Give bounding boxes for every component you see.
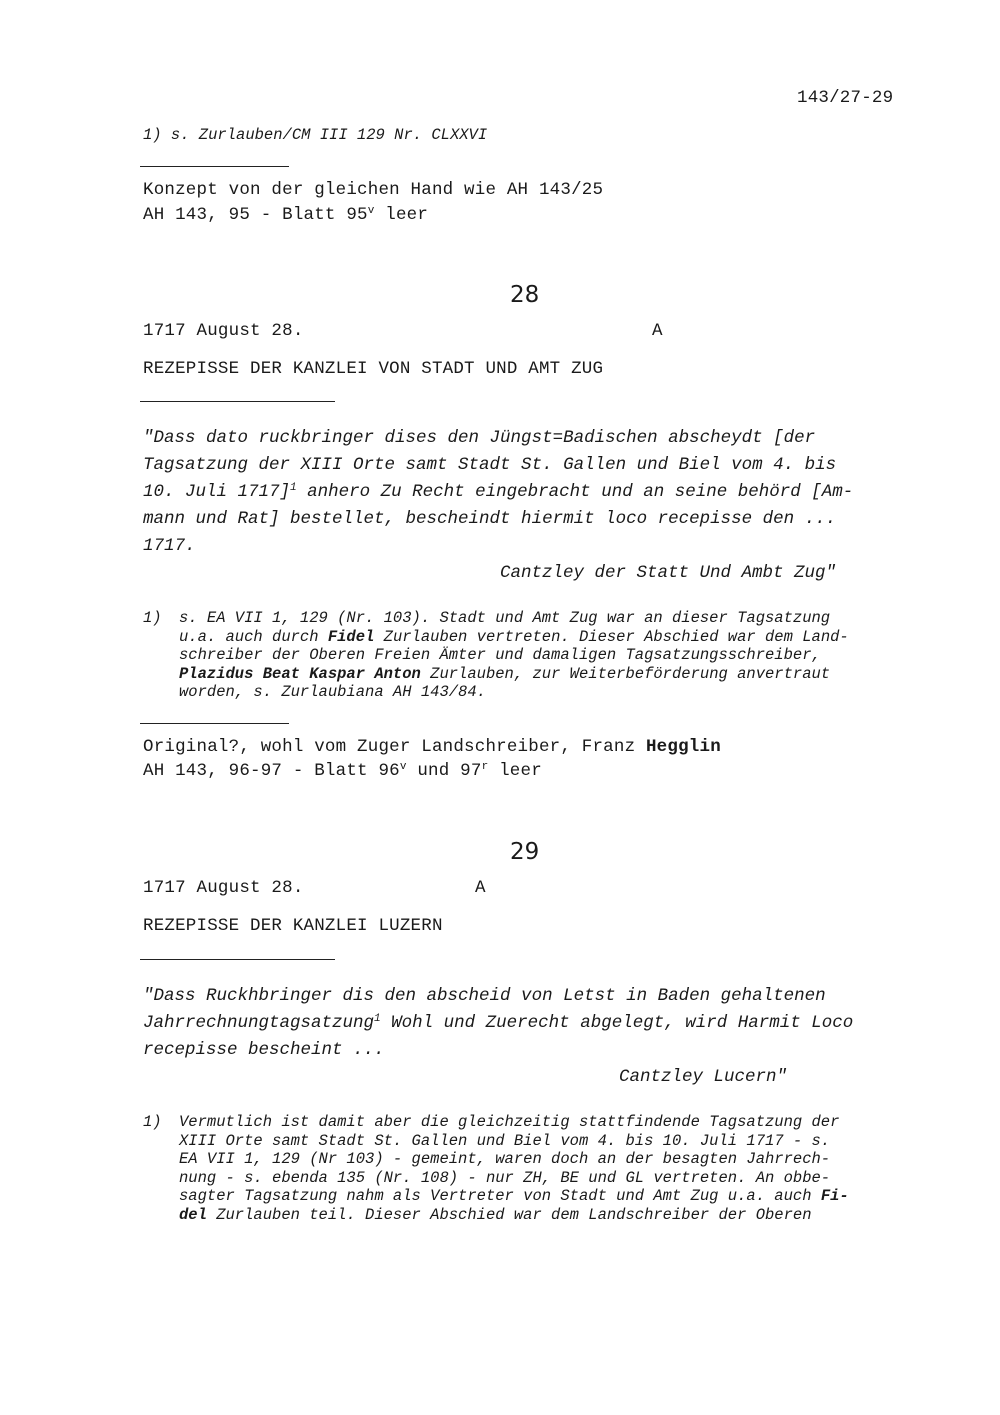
signature-28: Cantzley der Statt Und Ambt Zug" [500, 563, 837, 583]
title-divider-28 [140, 401, 335, 402]
title-divider-29 [140, 959, 335, 960]
entry-title-28: REZEPISSE DER KANZLEI VON STADT UND AMT ZUG [143, 359, 604, 379]
entry-number-29: 29 [510, 839, 540, 865]
quote-28: "Dass dato ruckbringer dises den Jüngst=Badischen abscheydt [der Tagsatzung der XIII Orte samt Stadt St. Gallen und Biel vom 4. bis 10. Juli 1717]$^1$ anhero Zu Recht eingebracht und an seine behörd [Am- mann und Rat] bestellet, bescheindt hiermit loco recepisse den ... 1717. [143, 428, 854, 556]
page-reference: 143/27-29 [797, 88, 894, 108]
footnote-29: 1) Vermutlich ist damit aber die gleichzeitig stattfindende Tagsatzung der XIII Orte samt Stadt St. Gallen und Biel vom 4. bis 10. Juli 1717 - s. EA VII 1, 129 (Nr 103) - gemeint, waren doch an der besagten Jahrrech- nung - s. ebenda 135 (Nr. 108) - nur ZH, BE und GL vertreten. An obbe- sagter Tagsatzung nahm als Vertreter von Stadt und Amt Zug u.a. auch Fi- del Zurlauben teil. Dieser Abschied war dem Landschreiber der Oberen [143, 1113, 849, 1224]
entry-marker-29: A [475, 878, 486, 898]
divider-28 [140, 723, 289, 724]
source-note-28: Original?, wohl vom Zuger Landschreiber, Franz Hegglin [143, 737, 721, 757]
footnote-28: 1) s. EA VII 1, 129 (Nr. 103). Stadt und Amt Zug war an dieser Tagsatzung u.a. auch durch Fidel Zurlauben vertreten. Dieser Abschied war dem Land- schreiber der Oberen Freien Ämter und damaligen Tagsatzungsschreiber, Plazidus Beat Kaspar Anton Zurlauben, zur Weiterbeförderung anvertraut worden, s. Zurlaubiana AH 143/84. [143, 609, 849, 702]
concept-note-27: Konzept von der gleichen Hand wie AH 143/25 [143, 180, 604, 200]
footnote-27: 1) s. Zurlauben/CM III 129 Nr. CLXXVI [143, 126, 488, 144]
quote-29: "Dass Ruckhbringer dis den abscheid von Letst in Baden gehaltenen Jahrrechnungtagsatzung$^1$ Wohl und Zuerecht abgelegt, wird Harmit Loco recepisse bescheint ... [143, 986, 854, 1060]
entry-marker-28: A [652, 321, 663, 341]
entry-date-29: 1717 August 28. [143, 878, 304, 898]
entry-title-29: REZEPISSE DER KANZLEI LUZERN [143, 916, 443, 936]
archive-reference-28: AH 143, 96-97 - Blatt 96$^v$ und 97$^r$ leer [143, 761, 542, 781]
entry-number-28: 28 [510, 282, 540, 308]
entry-date-28: 1717 August 28. [143, 321, 304, 341]
archive-reference-27: AH 143, 95 - Blatt 95$^v$ leer [143, 205, 429, 225]
signature-29: Cantzley Lucern" [619, 1067, 788, 1087]
divider-27 [140, 166, 289, 167]
